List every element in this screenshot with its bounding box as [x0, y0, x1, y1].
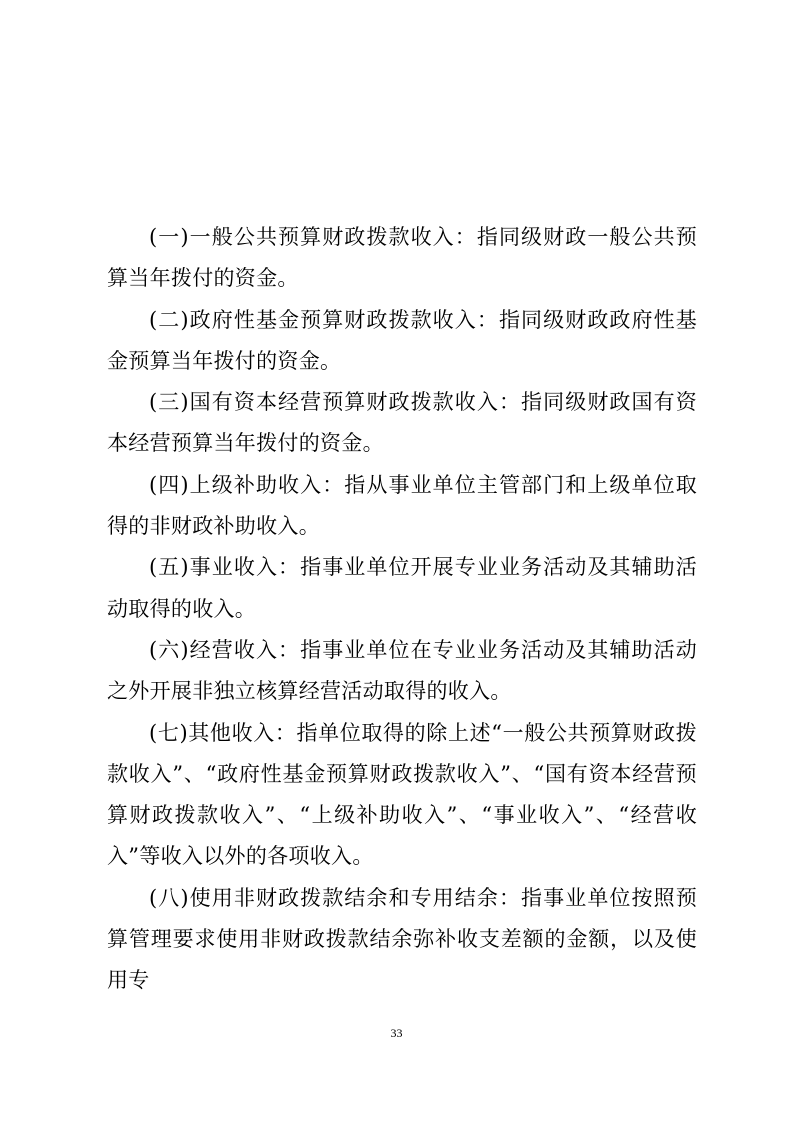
paragraph-general-budget-income: (一)一般公共预算财政拨款收入：指同级财政一般公共预算当年拨付的资金。	[107, 225, 697, 291]
page-number: 33	[390, 1026, 403, 1040]
paragraph-superior-subsidy-income: (四)上级补助收入：指从事业单位主管部门和上级单位取得的非财政补助收入。	[107, 472, 697, 539]
paragraph-government-fund-income: (二)政府性基金预算财政拨款收入：指同级财政政府性基金预算当年拨付的资金。	[107, 307, 697, 373]
paragraph-operating-income: (六)经营收入：指事业单位在专业业务活动及其辅助活动之外开展非独立核算经营活动取得的收入。	[107, 637, 697, 704]
paragraph-surplus-usage: (八)使用非财政拨款结余和专用结余：指事业单位按照预算管理要求使用非财政拨款结余弥补收支差额的金额，以及使用专	[107, 885, 697, 993]
paragraph-state-capital-income: (三)国有资本经营预算财政拨款收入：指同级财政国有资本经营预算当年拨付的资金。	[107, 390, 697, 456]
body-text	[107, 217, 697, 1002]
paragraph-other-income: (七)其他收入：指单位取得的除上述“一般公共预算财政拨款收入”、“政府性基金预算财政拨款收入”、“国有资本经营预算财政拨款收入”、“上级补助收入”、“事业收入”、“经营收入”等收入以外的各项收入。	[107, 720, 697, 869]
paragraph-business-income: (五)事业收入：指事业单位开展专业业务活动及其辅助活动取得的收入。	[107, 555, 697, 621]
